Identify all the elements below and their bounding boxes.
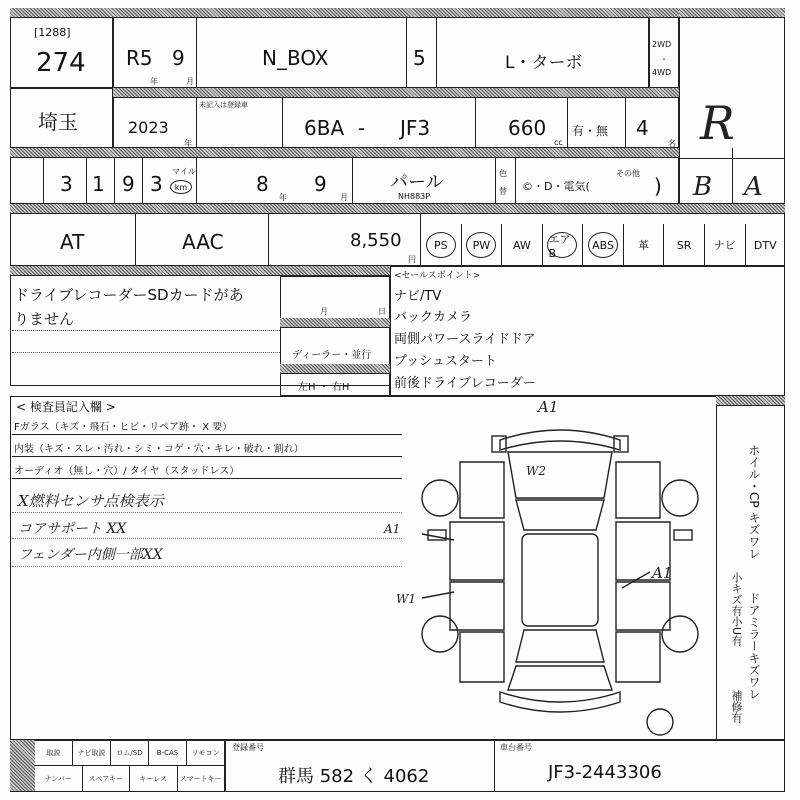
displacement: 660	[508, 116, 547, 140]
mileage-digit-2: 1	[92, 172, 105, 196]
shaken-year-unit: 年	[279, 193, 287, 202]
mileage-header	[10, 148, 679, 158]
region: 埼玉	[38, 110, 78, 134]
legend-text-4: 補修有	[730, 690, 743, 723]
left-rear-door	[450, 582, 504, 630]
fuel-close: )	[654, 174, 662, 198]
mark-hood: W2	[526, 464, 546, 478]
price: 8,550	[350, 230, 402, 251]
overall-score: R	[700, 96, 735, 150]
mileage-digit-4: 3	[150, 172, 163, 196]
recall-month: 月	[320, 307, 328, 316]
hood	[508, 452, 612, 498]
spare-wheel	[647, 709, 673, 735]
equipment-label: 革	[638, 239, 650, 252]
equipment-label: PS	[426, 232, 456, 258]
pointer-left-rear	[422, 592, 454, 598]
capacity-unit: 名	[668, 139, 676, 148]
equipment-label: ABS	[588, 232, 618, 258]
door-count: 5	[413, 46, 426, 70]
equipment-label: SR	[676, 238, 692, 252]
inspection-line-3: オーディオ（無し・穴）/ タイヤ（スタッドレス）	[14, 466, 240, 477]
tailgate	[508, 666, 612, 690]
accessory-item: キーレス	[130, 766, 178, 792]
sales-point-1: ナビ/TV	[394, 289, 442, 304]
lot-number: 274	[36, 48, 86, 78]
accessory-grid	[35, 740, 225, 792]
inspection-line-1: Fガラス（キズ・飛石・ヒビ・リペア跡・ X 要）	[14, 422, 233, 433]
legend-text-1: ホイル・CP キズワレ	[747, 444, 761, 560]
year-unit: 年	[150, 77, 158, 86]
equipment-cell	[542, 224, 583, 266]
equipment-cell	[623, 224, 664, 266]
aircon: AAC	[182, 230, 224, 254]
left-front-fender	[460, 462, 504, 518]
accessory-item: ナビ取説	[73, 740, 111, 765]
equipment-label: AW	[513, 238, 531, 252]
equipment-header	[10, 204, 785, 214]
wheel-rear-left	[422, 616, 458, 652]
equipment-label: エアB	[547, 232, 577, 258]
mark-left-rear: W1	[396, 592, 416, 606]
reg-month: 9	[172, 46, 185, 70]
equipment-label: DTV	[753, 238, 777, 252]
equipment-cell	[745, 224, 786, 266]
cc-unit: cc	[554, 138, 563, 147]
chassis-number: JF3-2443306	[548, 762, 662, 783]
mileage-unit-km: km	[170, 180, 192, 194]
equipment-cell	[420, 224, 461, 266]
accessory-item: スペアキー	[83, 766, 131, 792]
shaken-year: 8	[256, 172, 269, 196]
chassis-label: 車台番号	[500, 743, 532, 752]
model-dash: -	[358, 116, 366, 140]
fuel-options: 有・無	[572, 124, 609, 138]
model-code: JF3	[400, 116, 431, 140]
left-front-door	[450, 522, 504, 580]
legend-text-3: ドアミラーキズワレ	[747, 592, 761, 700]
front-bumper	[500, 430, 620, 450]
era-year: R5	[126, 46, 153, 70]
mark-right-rear: A1	[652, 564, 673, 582]
grade: L・ターボ	[505, 53, 583, 73]
mark-front: A1	[538, 398, 559, 416]
accessory-item: ナンバー	[35, 766, 83, 792]
steering-label: 左H ・ 右H	[298, 382, 350, 393]
equipment-cell	[501, 224, 542, 266]
rear-window	[516, 630, 604, 662]
right-rear-door	[616, 582, 670, 630]
right-front-fender	[616, 462, 660, 518]
accessory-item: スマートキー	[178, 766, 226, 792]
price-unit: 円	[408, 255, 416, 264]
color-side-top: 色	[499, 169, 507, 178]
windshield	[516, 500, 604, 530]
pointer-left-front	[422, 534, 454, 540]
model-header	[113, 8, 649, 18]
exterior-score: A	[744, 172, 763, 202]
mileage-digit-3: 9	[122, 172, 135, 196]
caution-text-2: りません	[14, 310, 75, 328]
drive-dot: ・	[660, 55, 668, 64]
accessory-item: リモコン	[187, 740, 225, 765]
plate-label: 登録番号	[232, 743, 264, 752]
equipment-cell	[704, 224, 745, 266]
sales-header: <セールスポイント>	[394, 271, 481, 281]
rear-bumper	[500, 692, 620, 712]
spec-header	[113, 88, 679, 98]
equipment-list	[420, 214, 785, 266]
year-unit-2: 年	[184, 139, 192, 148]
lot-header	[10, 8, 113, 18]
wheel-front-right	[662, 480, 698, 516]
dealer-label: ディーラー・並行	[292, 350, 372, 361]
other-label: その他	[616, 169, 640, 178]
shaken-month-unit: 月	[340, 193, 348, 202]
accessory-row	[35, 766, 225, 792]
drive-2wd: 2WD	[652, 40, 672, 49]
fuel-types: ©・D・電気(	[522, 180, 590, 193]
wheel-front-left	[422, 480, 458, 516]
color-code: NH883P	[398, 192, 431, 201]
drive-4wd: 4WD	[652, 68, 672, 77]
sales-point-3: 両側パワースライドドア	[394, 332, 536, 347]
month-unit: 月	[186, 77, 194, 86]
roof	[522, 534, 598, 626]
color: パール	[390, 172, 444, 193]
accessory-item: 取説	[35, 740, 73, 765]
interior-score: B	[693, 172, 713, 202]
equipment-label: ナビ	[713, 239, 736, 252]
capacity: 4	[636, 116, 649, 140]
first-reg-year: 2023	[128, 118, 169, 137]
equipment-cell	[461, 224, 502, 266]
mileage-unit-top: マイル	[172, 167, 196, 176]
equipment-cell	[582, 224, 623, 266]
color-side-bottom: 替	[499, 187, 507, 196]
mark-left-front: A1	[384, 522, 401, 536]
unregistered-note: 未記入は登録車	[199, 101, 248, 109]
inspection-title: < 検査員記入欄 >	[16, 400, 116, 414]
mirror-right	[674, 530, 692, 540]
model-prefix: 6BA	[304, 116, 345, 140]
accessory-item: ロム/SD	[111, 740, 149, 765]
transmission: AT	[60, 230, 85, 254]
shaken-month: 9	[314, 172, 327, 196]
hand-note-1: X燃料センサ点検表示	[18, 492, 164, 510]
recall-day: 日	[378, 307, 386, 316]
hand-note-2: コアサポート XX	[18, 521, 127, 537]
plate-number: 群馬 582 く 4062	[278, 766, 430, 787]
right-rear-quarter	[616, 632, 660, 682]
caution-text-1: ドライブレコーダーSDカードがあ	[14, 286, 244, 304]
sales-point-2: バックカメラ	[394, 310, 473, 325]
score-header	[679, 8, 785, 18]
equipment-cell	[663, 224, 704, 266]
lot-prefix: [1288]	[34, 26, 71, 39]
mileage-digit-1: 3	[60, 172, 73, 196]
left-rear-quarter	[460, 632, 504, 682]
accessory-item: B-CAS	[149, 740, 187, 765]
hand-note-3: フェンダー内側一部XX	[18, 547, 163, 563]
wheel-rear-right	[662, 616, 698, 652]
model-name: N_BOX	[262, 46, 329, 70]
caution-header	[10, 266, 390, 276]
equipment-label: PW	[466, 232, 496, 258]
sales-point-5: 前後ドライブレコーダー	[394, 376, 536, 391]
legend-text-2: 小キズ有小U有	[730, 572, 743, 647]
accessory-row	[35, 740, 225, 766]
sales-point-4: プッシュスタート	[394, 354, 497, 369]
inspection-line-2: 内装（キズ・スレ・汚れ・シミ・コゲ・穴・キレ・破れ・割れ）	[14, 444, 304, 455]
